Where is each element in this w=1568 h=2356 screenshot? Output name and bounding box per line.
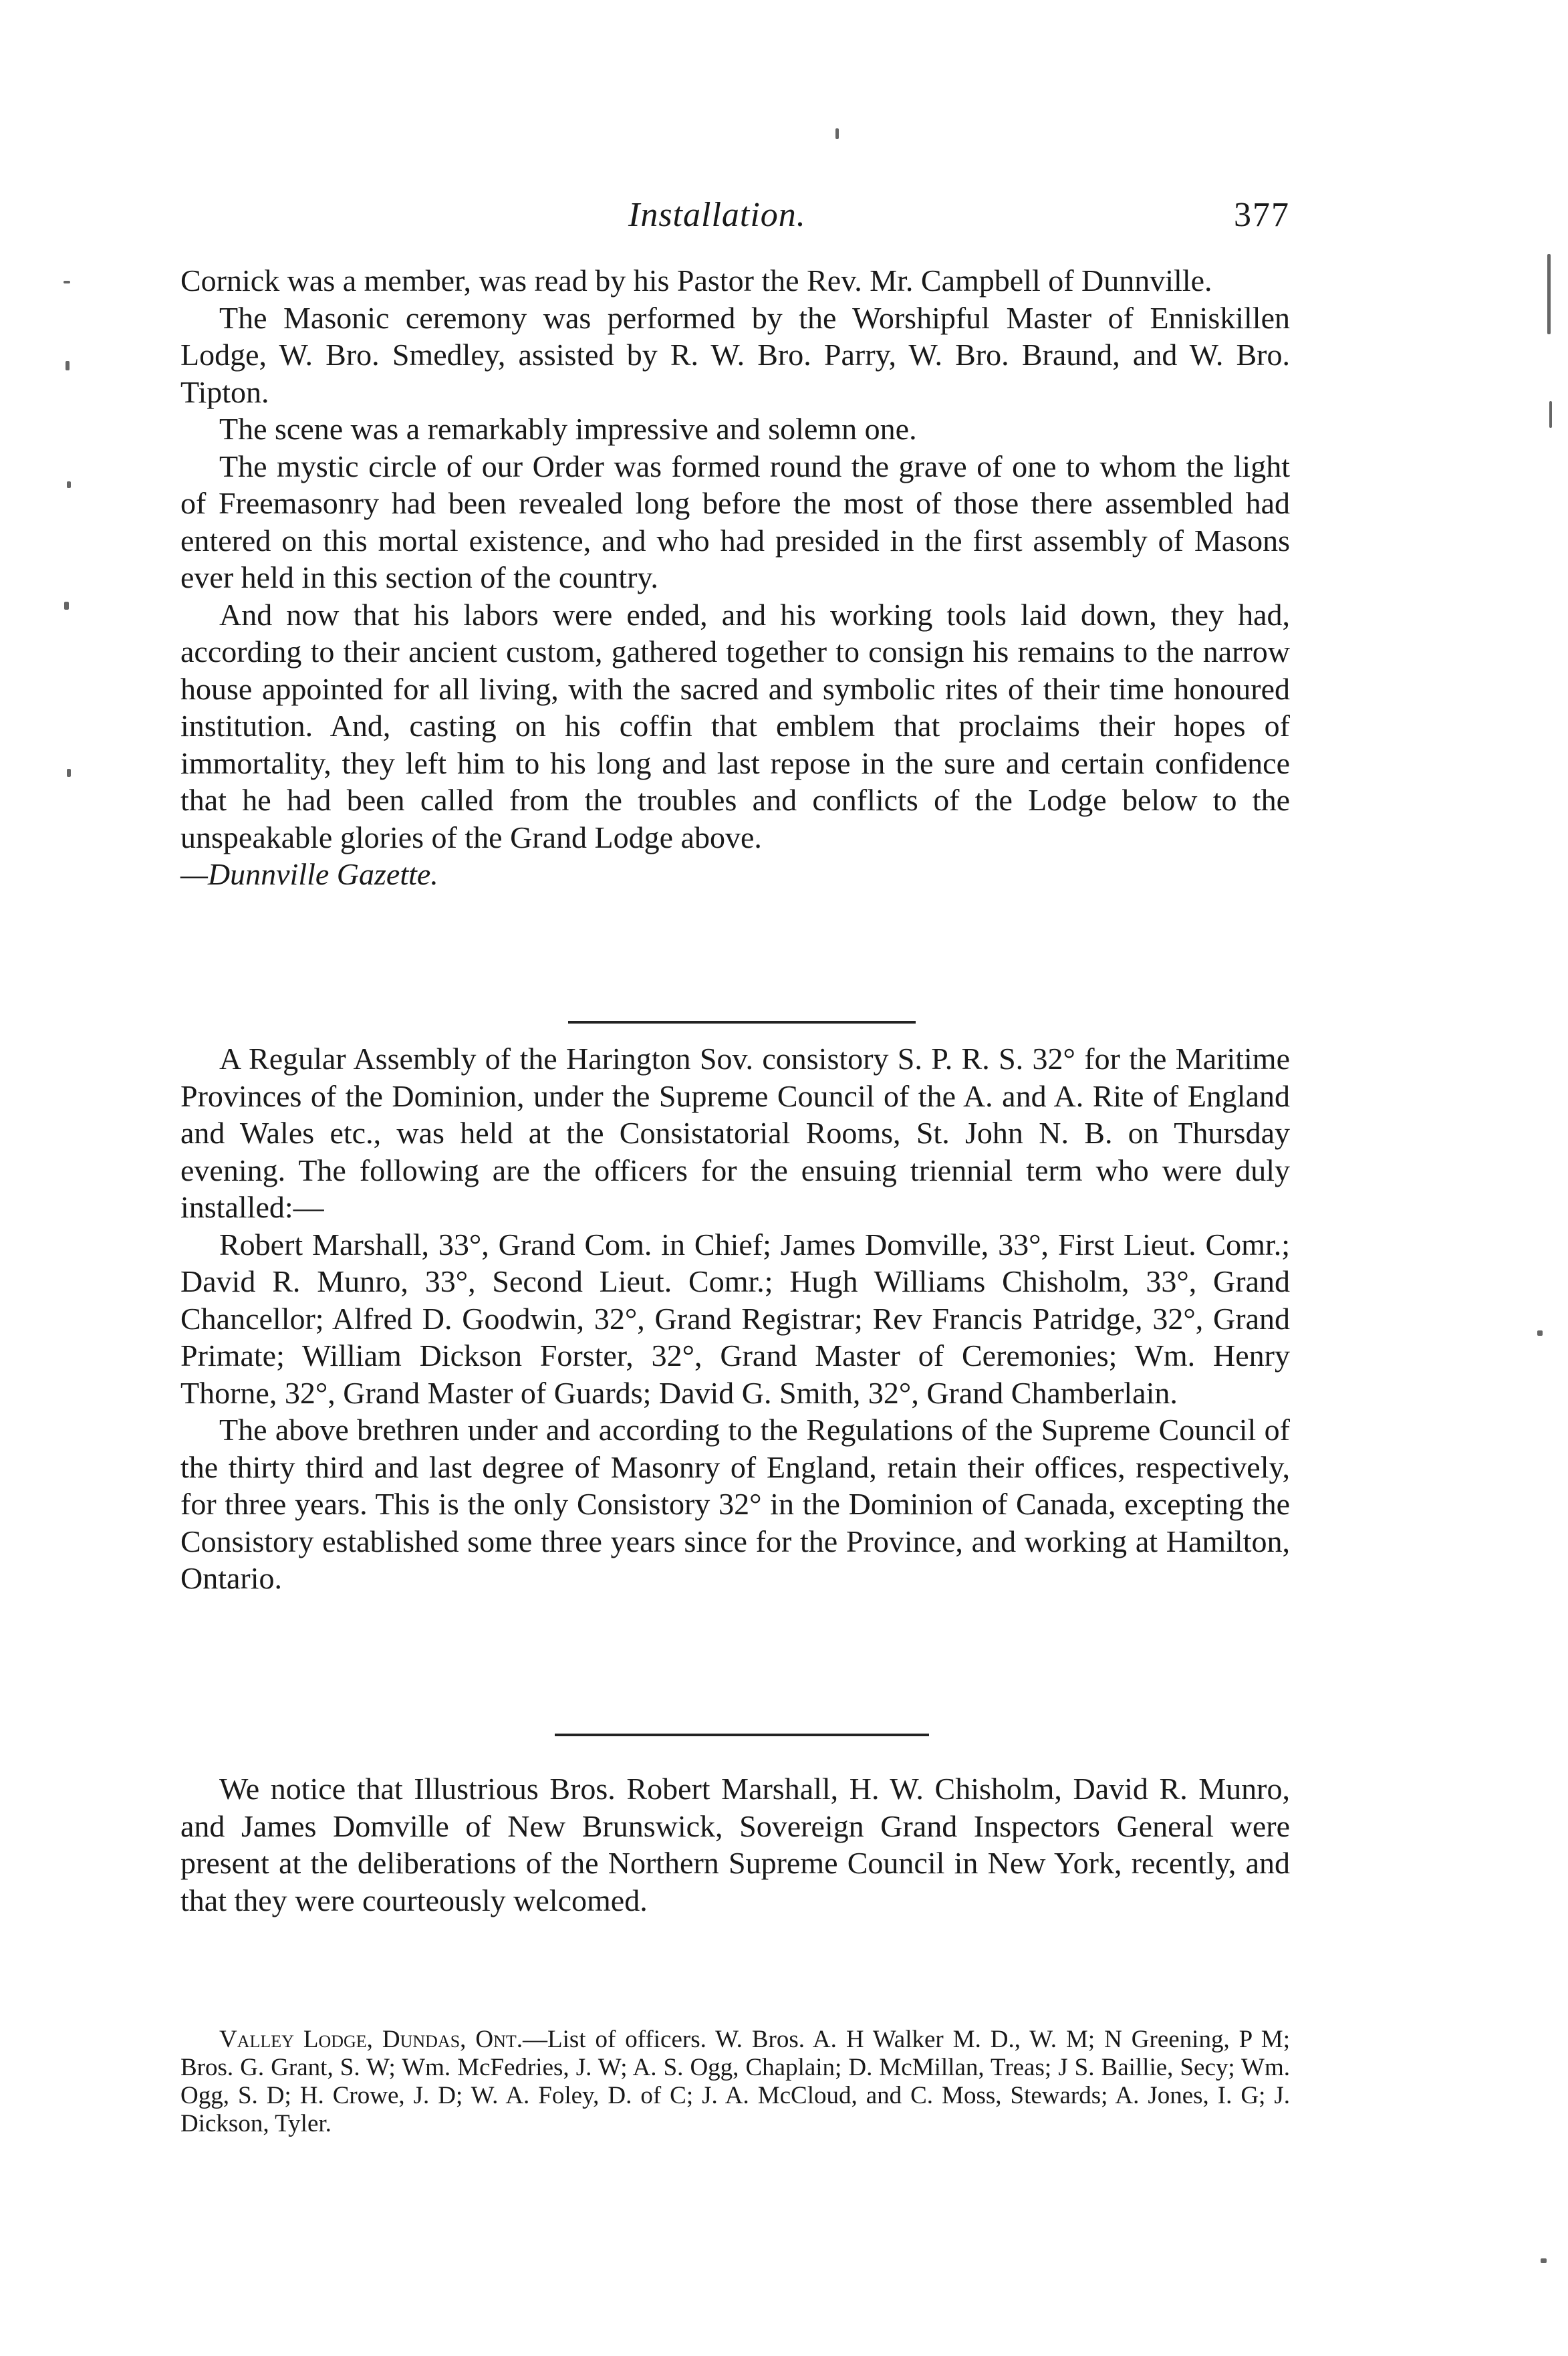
- article-consistory: [180, 1040, 1290, 1597]
- page-number: 377: [1234, 196, 1290, 234]
- section-divider: [555, 1734, 929, 1736]
- article-funeral: [180, 262, 1290, 893]
- paragraph: The Masonic ceremony was performed by the Worshipful Master of Enniskillen Lodge, W. Bro. Smedley, assisted by R. W. Bro. Parry, W. Bro. Braund, and W. Bro. Tipton.: [180, 300, 1290, 409]
- paragraph: Cornick was a member, was read by his Pastor the Rev. Mr. Campbell of Dunnville.: [180, 263, 1212, 298]
- article-northern-council: [180, 1770, 1290, 1919]
- section-divider: [568, 1021, 916, 1024]
- scan-speck: [1537, 1330, 1543, 1336]
- paragraph: A Regular Assembly of the Harington Sov. consistory S. P. R. S. 32° for the Maritime Provinces of the Dominion, under the Supreme Council of the A. and A. Rite of England and Wales etc., was held at the Consistatorial Rooms, St. John N. B. on Thursday evening. The following are the officers for the ensuing triennial term who were duly installed:—: [180, 1042, 1290, 1224]
- scan-speck: [1549, 401, 1552, 428]
- scan-speck: [67, 481, 71, 488]
- officer-list: —List of officers. W. Bros. A. H Walker M. D., W. M; N Greening, P M; Bros. G. Grant, S. W; Wm. McFedries, J. W; A. S. Ogg, Chaplain; D. McMillan, Treas; J S. Baillie, Secy; Wm. Ogg, S. D; H. Crowe, J. D; W. A. Foley, D. of C; J. A. McCloud, and C. Moss, Stewards; A. Jones, I. G; J. Dickson, Tyler.: [180, 2026, 1290, 2137]
- source-citation: —Dunnville Gazette.: [180, 857, 438, 891]
- running-head: Installation.: [628, 196, 806, 234]
- scan-speck: [67, 769, 71, 777]
- scan-speck: [1541, 2258, 1547, 2263]
- paragraph: The mystic circle of our Order was formed round the grave of one to whom the light of Freemasonry had been revealed long before the most of those there assembled had entered on this mortal existence, and who had presided in the first assembly of Masons ever held in this section of the country.: [180, 449, 1290, 594]
- lodge-notice: [180, 2026, 1290, 2138]
- scan-speck: [835, 128, 839, 139]
- lodge-name: Valley Lodge, Dundas, Ont.: [219, 2026, 523, 2053]
- paragraph: We notice that Illustrious Bros. Robert Marshall, H. W. Chisholm, David R. Munro, and James Domville of New Brunswick, Sovereign Grand Inspectors General were present at the deliberations of the Northern Supreme Council in New York, recently, and that they were courteously welcomed.: [180, 1772, 1290, 1917]
- scan-speck: [63, 281, 70, 283]
- page-header: [180, 195, 1290, 249]
- paragraph: [180, 2026, 1290, 2138]
- scan-speck: [64, 602, 69, 610]
- paragraph: The scene was a remarkably impressive and solemn one.: [219, 412, 917, 446]
- paragraph: The above brethren under and according to the Regulations of the Supreme Council of the thirty third and last degree of Masonry of England, retain their offices, respectively, for three years. This is the only Consistory 32° in the Dominion of Canada, excepting the Consistory established some three years since for the Province, and working at Hamilton, Ontario.: [180, 1413, 1290, 1595]
- scan-speck: [66, 361, 70, 370]
- officer-list: Robert Marshall, 33°, Grand Com. in Chief; James Domville, 33°, First Lieut. Comr.; David R. Munro, 33°, Second Lieut. Comr.; Hugh Williams Chisholm, 33°, Grand Chancellor; Alfred D. Goodwin, 32°, Grand Registrar; Rev Francis Patridge, 32°, Grand Primate; William Dickson Forster, 32°, Grand Master of Ceremonies; Wm. Henry Thorne, 32°, Grand Master of Guards; David G. Smith, 32°, Grand Chamberlain.: [180, 1227, 1290, 1410]
- paragraph: And now that his labors were ended, and his working tools laid down, they had, according to their ancient custom, gathered together to consign his remains to the narrow house appointed for all living, with the sacred and symbolic rites of their time honoured institution. And, casting on his coffin that emblem that proclaims their hopes of immortality, they left him to his long and last repose in the sure and certain confidence that he had been called from the troubles and conflicts of the Lodge below to the unspeakable glories of the Grand Lodge above.: [180, 597, 1290, 854]
- scan-speck: [1547, 254, 1551, 334]
